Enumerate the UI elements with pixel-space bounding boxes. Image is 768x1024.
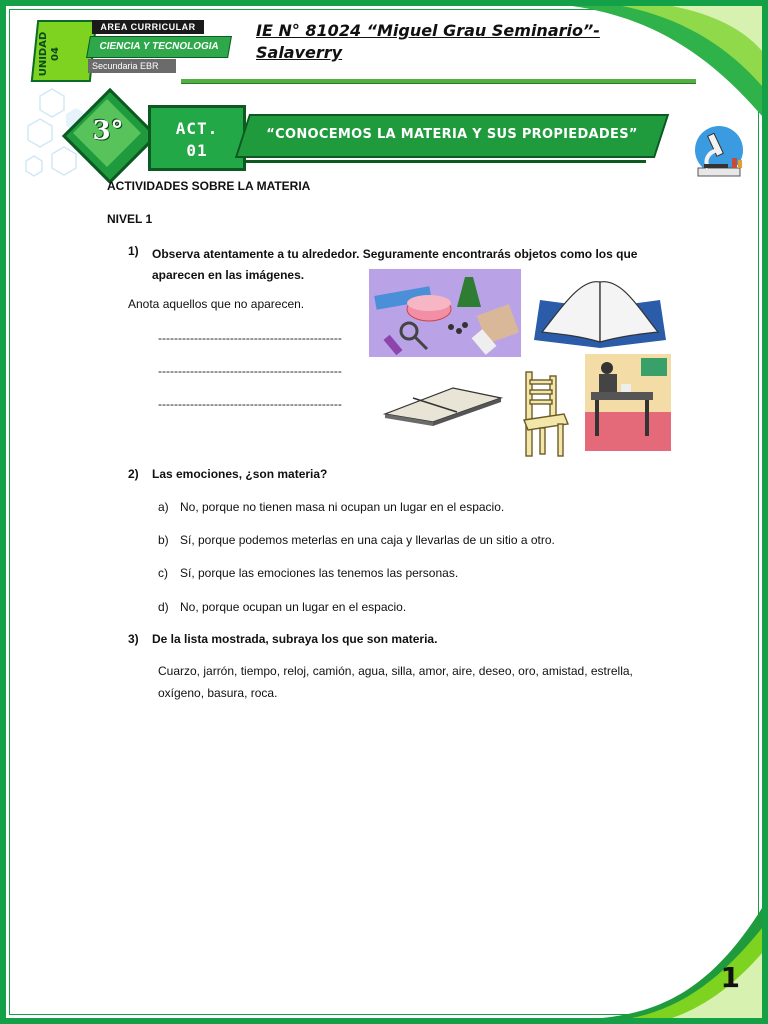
q3-text: De la lista mostrada, subraya los que son materia.: [152, 632, 438, 646]
q2-option-text[interactable]: No, porque no tienen masa ni ocupan un lugar en el espacio.: [180, 500, 505, 514]
school-supplies-image: [369, 269, 521, 357]
school-name: IE N° 81024 “Miguel Grau Seminario”- Salaverry: [256, 21, 600, 62]
classroom-image: [585, 354, 671, 451]
chair-image: [518, 368, 570, 458]
section-heading: ACTIVIDADES SOBRE LA MATERIA: [107, 179, 311, 193]
open-book-image: [530, 270, 670, 350]
q3-word-list[interactable]: oxígeno, basura, roca.: [158, 686, 278, 700]
q2-option-letter[interactable]: a): [158, 500, 169, 514]
q1-instruction: Anota aquellos que no aparecen.: [128, 297, 305, 311]
area-curricular-label: AREA CURRICULAR: [92, 20, 204, 34]
q3-word-list[interactable]: Cuarzo, jarrón, tiempo, reloj, camión, agua, silla, amor, aire, deseo, oro, amistad, estrella,: [158, 664, 633, 678]
q2-number: 2): [128, 467, 139, 481]
level-label: Secundaria EBR: [88, 59, 176, 73]
microscope-icon: [690, 124, 748, 180]
grade-label: 3°: [92, 116, 124, 146]
q2-option-letter[interactable]: c): [158, 566, 168, 580]
q2-option-text[interactable]: Sí, porque las emociones las tenemos las personas.: [180, 566, 459, 580]
header-divider: [181, 79, 696, 84]
answer-line[interactable]: ----------------------------------------------: [158, 397, 342, 411]
q3-number: 3): [128, 632, 139, 646]
q2-option-text[interactable]: No, porque ocupan un lugar en el espacio.: [180, 600, 407, 614]
q2-option-letter[interactable]: d): [158, 600, 169, 614]
q2-option-letter[interactable]: b): [158, 533, 169, 547]
answer-line[interactable]: ----------------------------------------------: [158, 364, 342, 378]
activity-title: “CONOCEMOS LA MATERIA Y SUS PROPIEDADES”: [266, 127, 638, 142]
q1-text: Observa atentamente a tu alrededor. Seguramente encontrarás objetos como los que aparecen en las imágenes.: [152, 247, 638, 282]
page-number: 1: [720, 961, 740, 994]
title-underline: [246, 160, 646, 163]
subject-label: CIENCIA Y TECNOLOGIA: [86, 36, 232, 58]
closed-book-image: [383, 378, 503, 428]
q2-text: Las emociones, ¿son materia?: [152, 467, 328, 481]
q2-option-text[interactable]: Sí, porque podemos meterlas en una caja y llevarlas de un sitio a otro.: [180, 533, 555, 547]
level-heading: NIVEL 1: [107, 212, 153, 226]
unit-label: UNIDAD 04: [38, 31, 61, 77]
activity-label: ACT. 01: [175, 119, 219, 160]
answer-line[interactable]: ----------------------------------------------: [158, 331, 342, 345]
q1-number: 1): [128, 244, 139, 258]
